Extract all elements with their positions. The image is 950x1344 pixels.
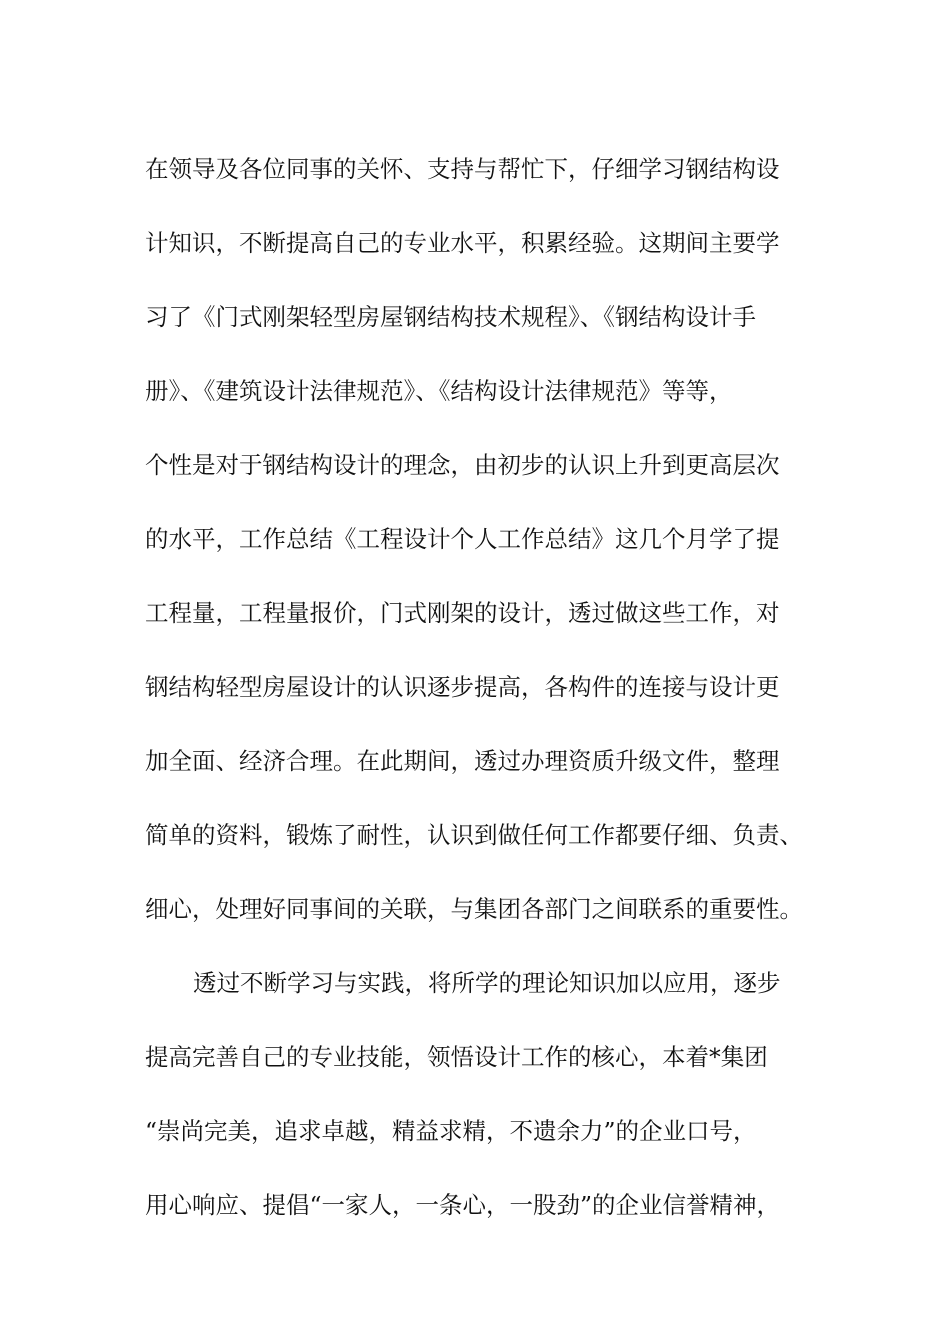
text-line: 个性是对于钢结构设计的理念，由初步的认识上升到更高层次	[145, 451, 780, 479]
text-line: 提高完善自己的专业技能，领悟设计工作的核心，本着*集团	[145, 1043, 768, 1071]
paragraph-start-line: 透过不断学习与实践，将所学的理论知识加以应用，逐步	[193, 969, 781, 997]
text-line: 习了《门式刚架轻型房屋钢结构技术规程》、《钢结构设计手	[145, 303, 756, 331]
body-text	[145, 132, 825, 1242]
text-line: 在领导及各位同事的关怀、支持与帮忙下，仔细学习钢结构设	[145, 155, 780, 183]
text-line: 计知识，不断提高自己的专业水平，积累经验。这期间主要学	[145, 229, 780, 257]
text-line: 工程量，工程量报价，门式刚架的设计，透过做这些工作，对	[145, 599, 780, 627]
text-line: 用心响应、提倡“一家人，一条心，一股劲”的企业信誉精神，	[145, 1191, 781, 1219]
text-line: 加全面、经济合理。在此期间，透过办理资质升级文件，整理	[145, 747, 780, 775]
text-line: 册》、《建筑设计法律规范》、《结构设计法律规范》等等，	[145, 377, 733, 405]
text-line: 简单的资料，锻炼了耐性，认识到做任何工作都要仔细、负责、	[145, 821, 803, 849]
text-line: 钢结构轻型房屋设计的认识逐步提高，各构件的连接与设计更	[145, 673, 780, 701]
text-line: “崇尚完美，追求卓越，精益求精，不遗余力”的企业口号，	[145, 1117, 757, 1145]
text-line: 细心，处理好同事间的关联，与集团各部门之间联系的重要性。	[145, 895, 803, 923]
text-line: 的水平，工作总结《工程设计个人工作总结》这几个月学了提	[145, 525, 780, 553]
